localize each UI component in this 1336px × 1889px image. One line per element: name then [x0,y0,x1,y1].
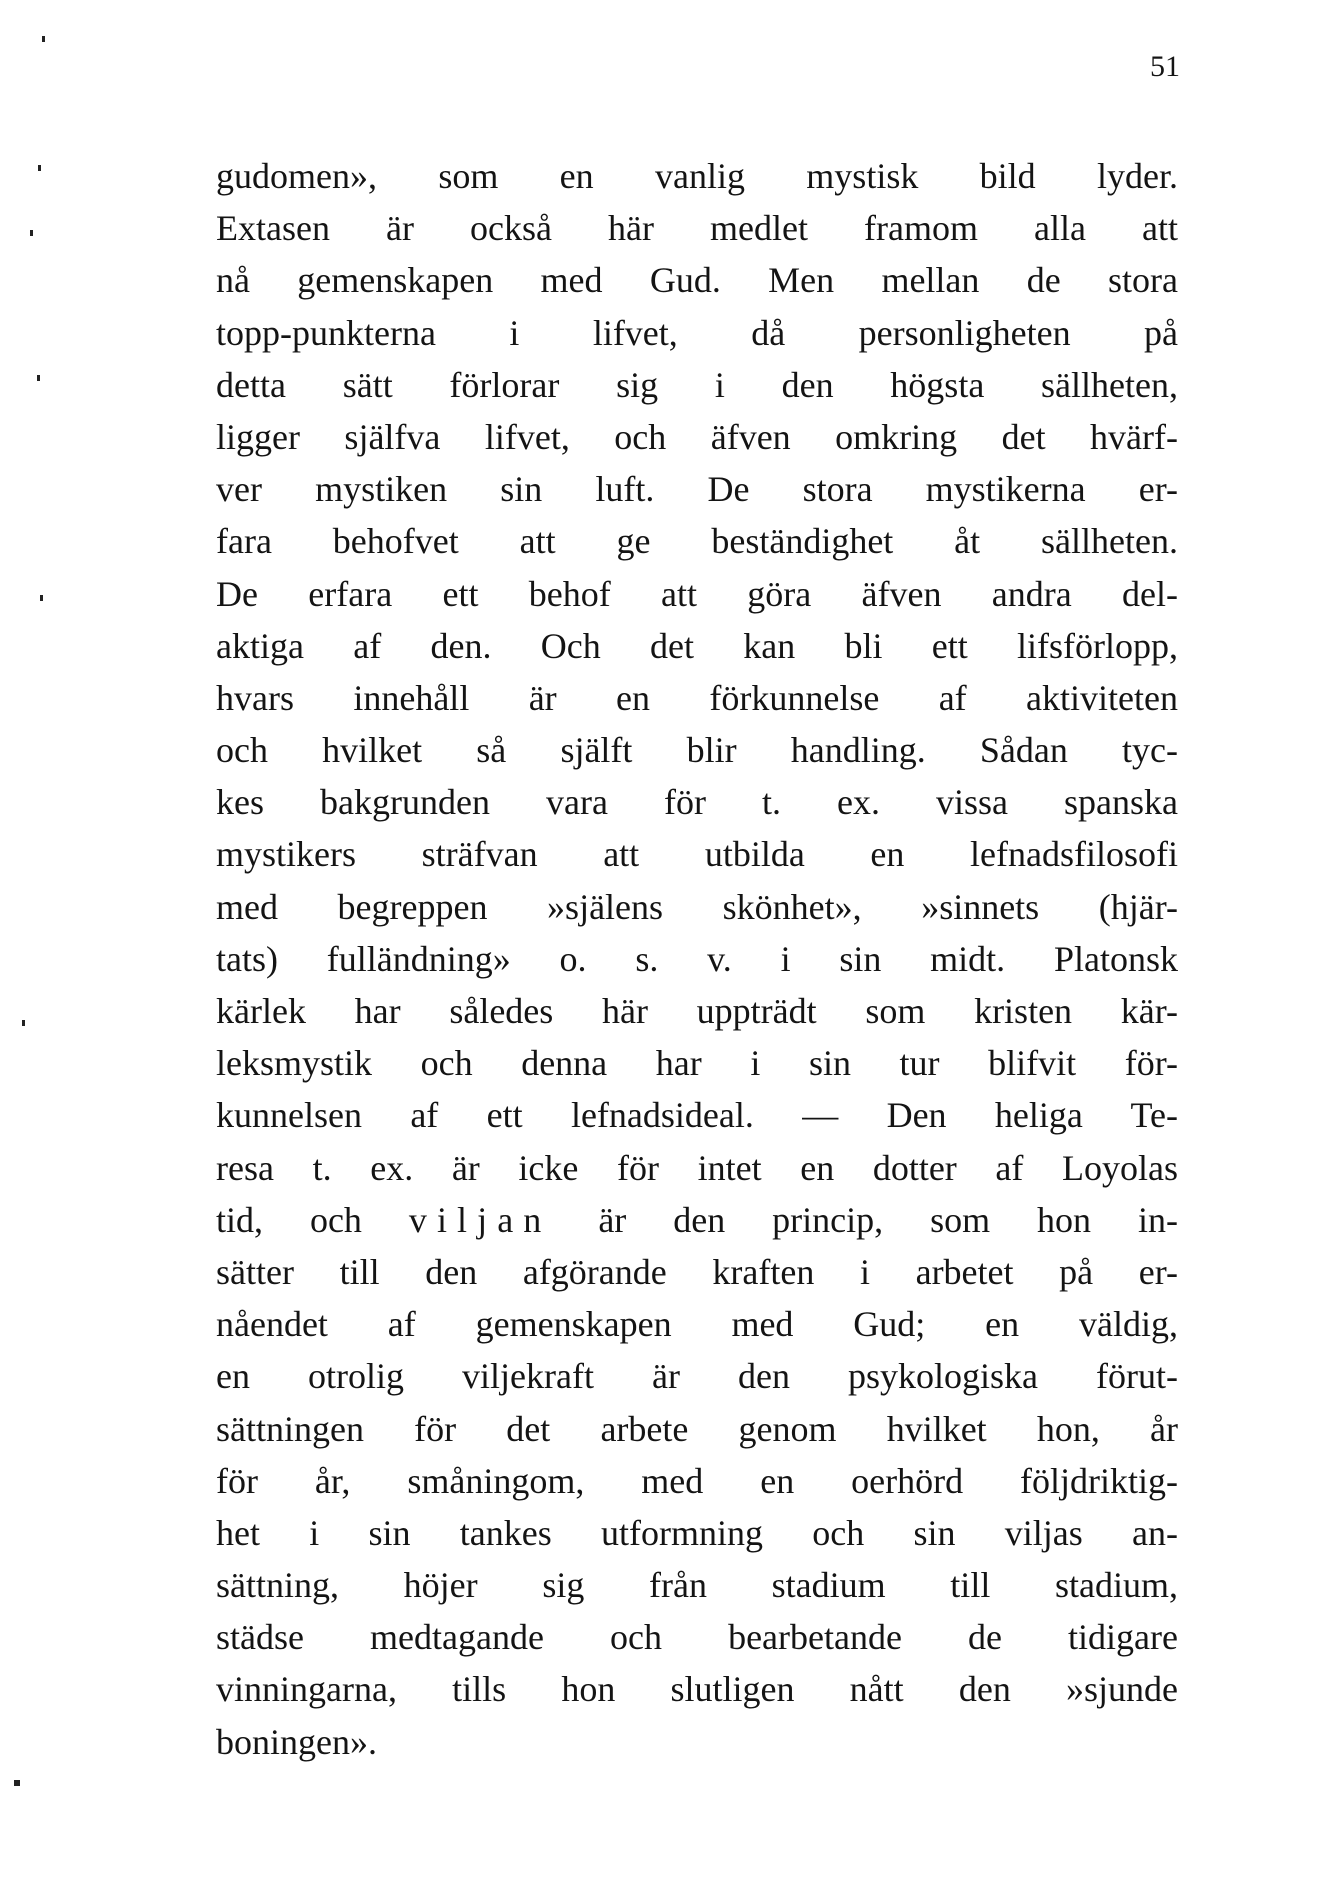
text-line: tats) fulländning» o. s. v. i sin midt. Platonsk [216,938,1178,979]
text-line: leksmystik och denna har i sin tur blifvit för- [216,1043,1178,1084]
text-line: detta sätt förlorar sig i den högsta sällheten, [216,364,1178,405]
text-line: en otrolig viljekraft är den psykologiska förut- [216,1356,1178,1397]
text-line: sättning, höjer sig från stadium till stadium, [216,1565,1178,1606]
text-line: Extasen är också här medlet framom alla att [216,208,1178,249]
text-line: fara behofvet att ge beständighet åt sällheten. [216,521,1178,562]
text-line: kärlek har således här uppträdt som kristen kär- [216,991,1178,1031]
text-line: nåendet af gemenskapen med Gud; en väldig, [216,1304,1178,1345]
text-segment: är den princip, som hon in- [598,1199,1178,1240]
text-line: het i sin tankes utformning och sin viljas an- [216,1512,1178,1553]
text-line: mystikers sträfvan att utbilda en lefnadsfilosofi [216,834,1178,875]
page-number: 51 [1150,50,1180,83]
text-line: kunnelsen af ett lefnadsideal. — Den heliga Te- [216,1095,1178,1136]
scan-speck [37,375,40,381]
scan-speck [14,1780,20,1786]
text-line: med begreppen »själens skönhet», »sinnets (hjär- [216,886,1178,927]
text-line: De erfara ett behof att göra äfven andra del- [216,573,1178,614]
text-line: hvars innehåll är en förkunnelse af aktiviteten [216,677,1178,718]
text-line: sättningen för det arbete genom hvilket hon, år [216,1408,1178,1449]
text-line-emphasis [216,1194,1178,1246]
text-line: vinningarna, tills hon slutligen nått den »sjunde [216,1669,1178,1710]
text-line: för år, småningom, med en oerhörd följdriktig- [216,1460,1178,1501]
scan-speck [38,165,41,171]
text-line: städse medtagande och bearbetande de tidigare [216,1617,1178,1658]
text-line: nå gemenskapen med Gud. Men mellan de stora [216,260,1178,301]
text-line: och hvilket så själft blir handling. Sådan tyc- [216,730,1178,771]
body-text [216,150,1178,1768]
text-line: kes bakgrunden vara för t. ex. vissa spanska [216,782,1178,823]
emphasized-word: viljan [408,1199,552,1240]
text-line: aktiga af den. Och det kan bli ett lifsförlopp, [216,625,1178,666]
text-line: resa t. ex. är icke för intet en dotter af Loyolas [216,1147,1178,1188]
scan-speck [22,1020,25,1026]
text-line: sätter till den afgörande kraften i arbetet på er- [216,1251,1178,1292]
text-line: ligger själfva lifvet, och äfven omkring det hvärf- [216,416,1178,457]
scan-speck [40,595,43,601]
text-line: boningen». [216,1721,377,1762]
scan-speck [30,230,33,236]
text-line: topp-punkterna i lifvet, då personligheten på [216,312,1178,353]
text-line: ver mystiken sin luft. De stora mystikerna er- [216,469,1178,510]
scan-speck [42,36,45,42]
text-line: gudomen», som en vanlig mystisk bild lyder. [216,156,1178,196]
text-segment: tid, och [216,1199,362,1240]
